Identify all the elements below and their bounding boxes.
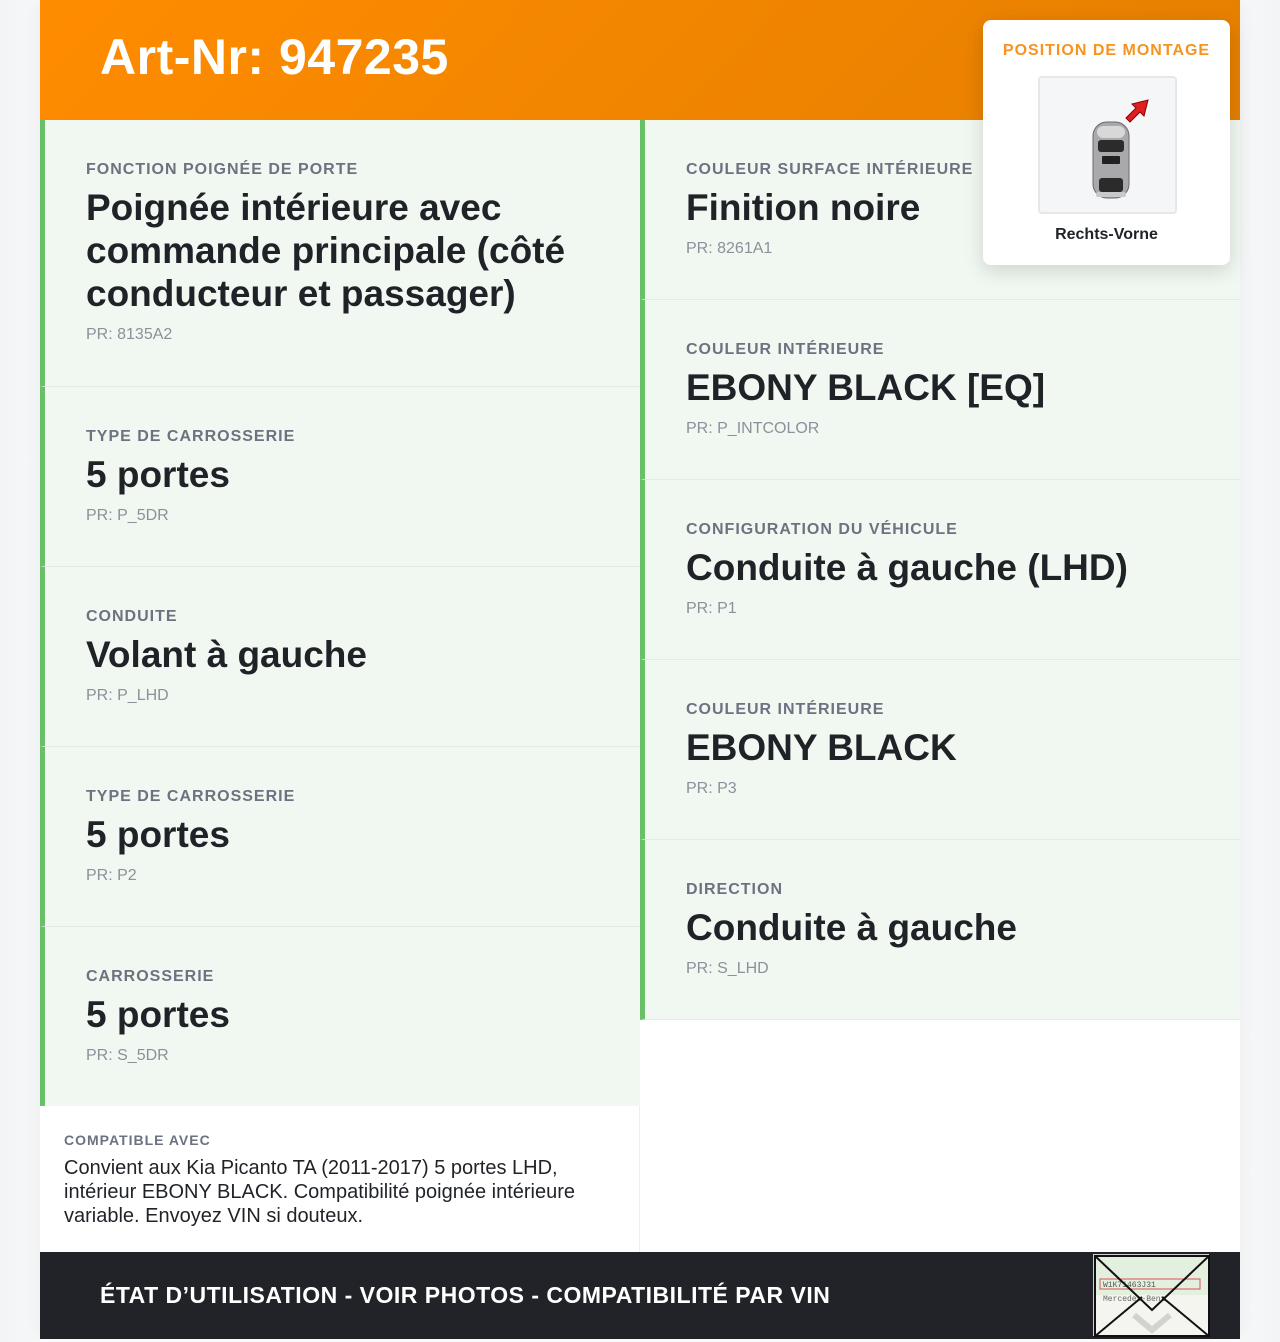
compatibility-label: COMPATIBLE AVEC xyxy=(64,1132,211,1148)
spec-column-left xyxy=(40,120,640,1107)
mount-position-caption: Rechts-Vorne xyxy=(1055,226,1158,243)
spec-cell xyxy=(40,387,640,567)
car-top-view-icon xyxy=(1040,78,1175,212)
spec-label: FONCTION POIGNÉE DE PORTE xyxy=(86,161,359,178)
spec-pr-code: PR: P_LHD xyxy=(86,687,169,704)
spec-cell xyxy=(640,840,1240,1020)
spec-pr-code: PR: S_LHD xyxy=(686,960,769,977)
spec-pr-code: PR: P1 xyxy=(686,600,737,617)
spec-pr-code: PR: S_5DR xyxy=(86,1047,169,1064)
arrow-icon xyxy=(1126,100,1148,122)
spec-cell xyxy=(40,927,640,1107)
spec-value: Finition noire xyxy=(686,187,921,228)
spec-label: TYPE DE CARROSSERIE xyxy=(86,428,296,445)
compatibility-section xyxy=(40,1106,640,1252)
spec-pr-code: PR: P3 xyxy=(686,780,737,797)
spec-cell xyxy=(40,567,640,747)
mount-position-card xyxy=(983,20,1230,265)
spec-value: Conduite à gauche xyxy=(686,907,1017,948)
spec-cell xyxy=(640,480,1240,660)
spec-value: Volant à gauche xyxy=(86,634,367,675)
spec-value: EBONY BLACK [EQ] xyxy=(686,367,1046,408)
spec-value: 5 portes xyxy=(86,454,230,495)
spec-value: Poignée intérieure avec commande principale (côté conducteur et passager) xyxy=(86,187,566,314)
spec-label: COULEUR SURFACE INTÉRIEURE xyxy=(686,161,974,178)
spec-value: EBONY BLACK xyxy=(686,727,957,768)
spec-cell xyxy=(40,747,640,927)
mount-position-title: POSITION DE MONTAGE xyxy=(1002,42,1211,59)
spec-label: CARROSSERIE xyxy=(86,968,215,985)
spec-label: CONFIGURATION DU VÉHICULE xyxy=(686,521,958,538)
spec-value: Conduite à gauche (LHD) xyxy=(686,547,1128,588)
spec-cell xyxy=(40,120,640,387)
footer-notice: ÉTAT D’UTILISATION - VOIR PHOTOS - COMPATIBILITÉ PAR VIN xyxy=(100,1282,831,1308)
vin-snippet-text: W1K71463J31 xyxy=(1103,1281,1156,1290)
spec-pr-code: PR: 8261A1 xyxy=(686,240,773,257)
spec-cell xyxy=(640,660,1240,840)
svg-text:Mercedes-Benz: Mercedes-Benz xyxy=(1103,1295,1166,1304)
spec-cell xyxy=(640,300,1240,480)
car-position-image xyxy=(1038,76,1177,214)
spec-pr-code: PR: P_5DR xyxy=(86,507,169,524)
spec-pr-code: PR: P2 xyxy=(86,867,137,884)
spec-label: COULEUR INTÉRIEURE xyxy=(686,341,885,358)
spec-pr-code: PR: P_INTCOLOR xyxy=(686,420,820,437)
spec-label: DIRECTION xyxy=(686,881,783,898)
spec-value: 5 portes xyxy=(86,814,230,855)
article-number-title: Art-Nr: 947235 xyxy=(100,29,449,85)
spec-pr-code: PR: 8135A2 xyxy=(86,326,173,343)
spec-label: CONDUITE xyxy=(86,608,178,625)
spec-label: COULEUR INTÉRIEURE xyxy=(686,701,885,718)
compatibility-text: Convient aux Kia Picanto TA (2011-2017) 5 portes LHD, intérieur EBONY BLACK. Compatibilité poignée intérieure variable. Envoyez VIN si douteux. xyxy=(64,1157,576,1227)
spec-label: TYPE DE CARROSSERIE xyxy=(86,788,296,805)
footer-bar xyxy=(40,1252,1240,1339)
spec-value: 5 portes xyxy=(86,994,230,1035)
envelope-icon xyxy=(1094,1255,1210,1337)
vin-document-image xyxy=(1093,1254,1209,1336)
